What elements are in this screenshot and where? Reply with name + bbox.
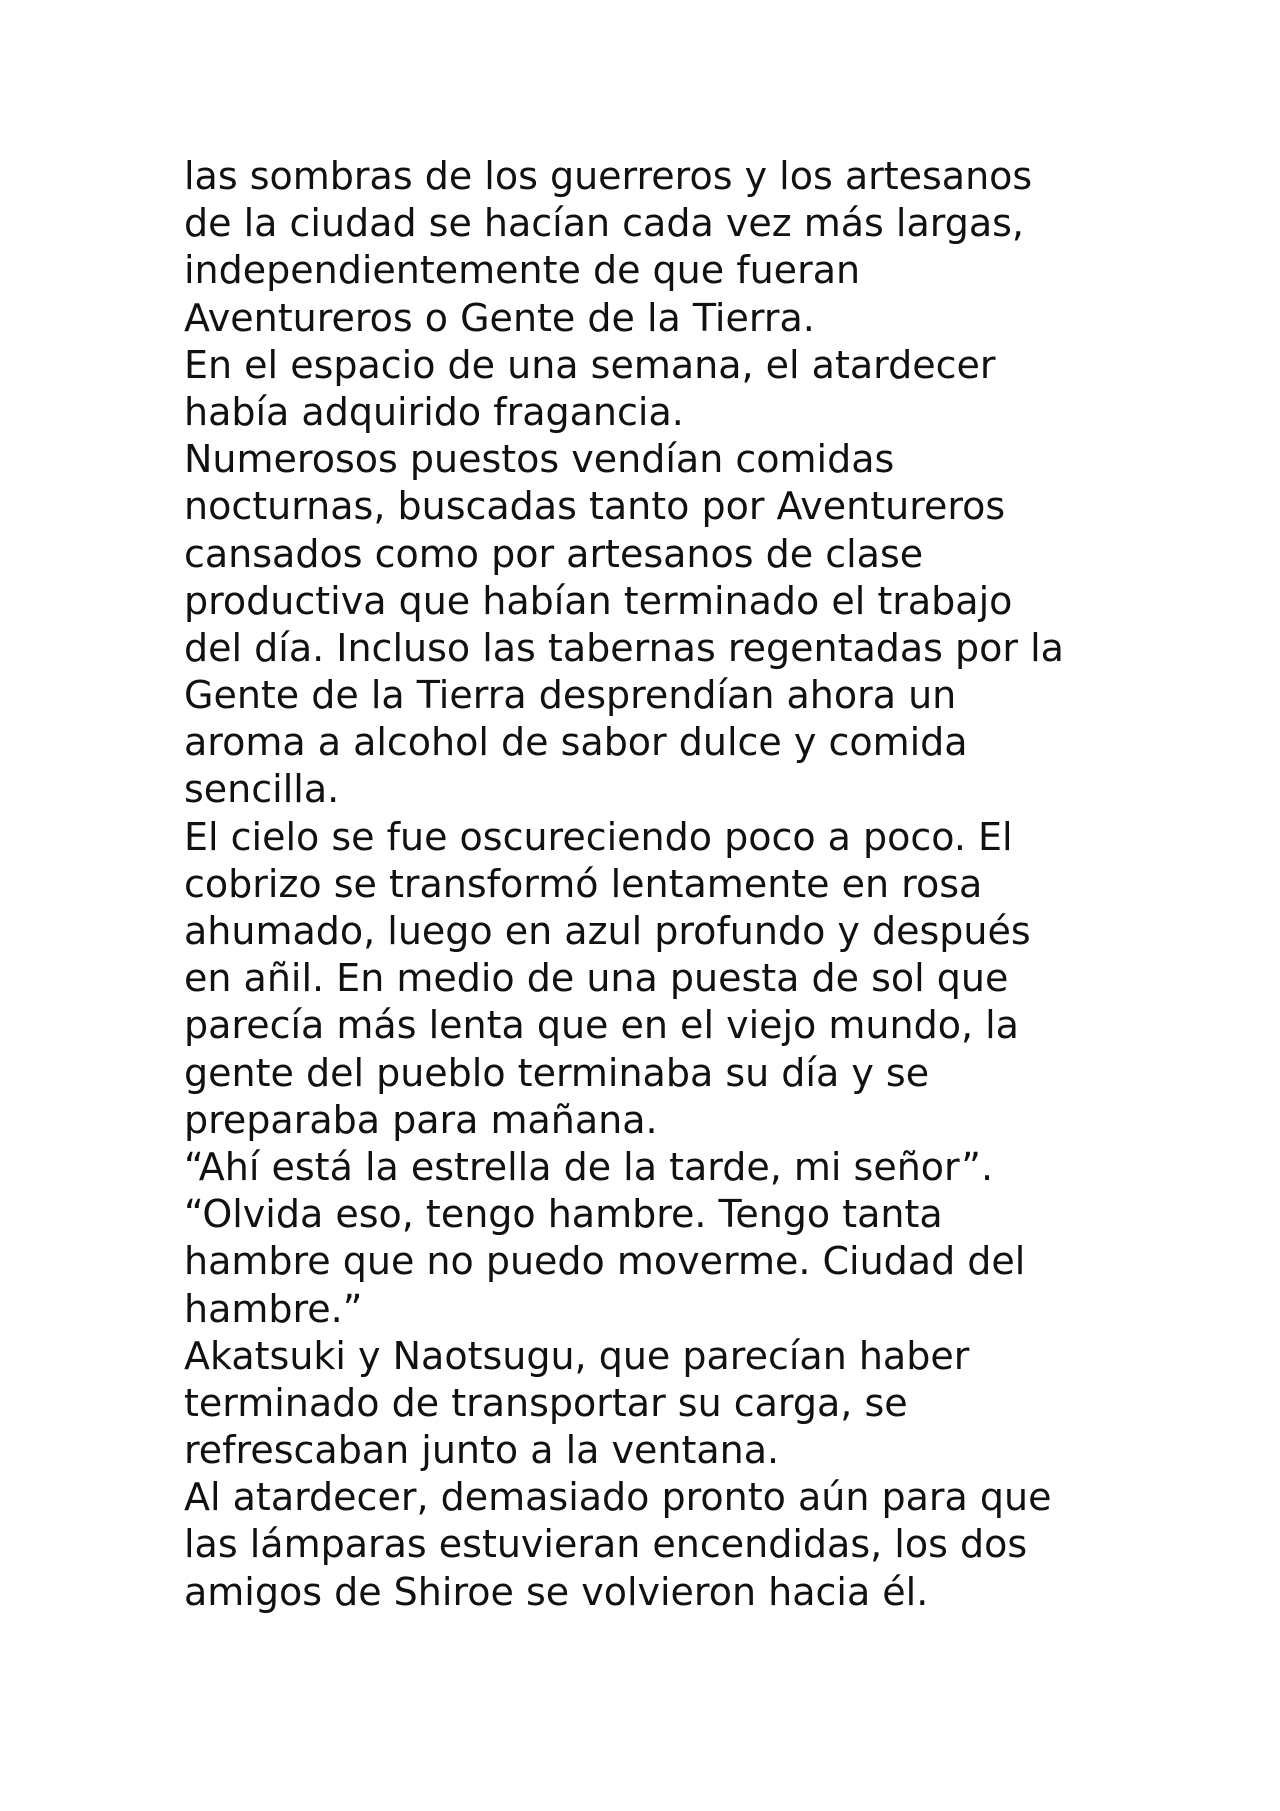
body-text — [184, 153, 1144, 1616]
text-line: sencilla. — [184, 767, 340, 812]
text-line: terminado de transportar su carga, se — [184, 1380, 908, 1425]
text-line: parecía más lenta que en el viejo mundo, la — [184, 1003, 1019, 1048]
text-line: preparaba para mañana. — [184, 1097, 658, 1142]
text-line: hambre.” — [184, 1286, 363, 1331]
text-line: de la ciudad se hacían cada vez más largas, — [184, 201, 1024, 246]
text-line: Aventureros o Gente de la Tierra. — [184, 295, 815, 340]
text-line: hambre que no puedo moverme. Ciudad del — [184, 1239, 1026, 1284]
text-line: Akatsuki y Naotsugu, que parecían haber — [184, 1333, 970, 1378]
text-line: refrescaban junto a la ventana. — [184, 1428, 780, 1473]
text-line: las sombras de los guerreros y los artesanos — [184, 154, 1033, 198]
text-line: cobrizo se transformó lentamente en rosa — [184, 861, 983, 906]
text-line: independientemente de que fueran — [184, 248, 861, 293]
text-line: Gente de la Tierra desprendían ahora un — [184, 673, 957, 718]
text-line: Al atardecer, demasiado pronto aún para que — [184, 1475, 1052, 1520]
text-line: había adquirido fragancia. — [184, 389, 684, 434]
text-line: ahumado, luego en azul profundo y después — [184, 909, 1031, 953]
text-line: aroma a alcohol de sabor dulce y comida — [184, 720, 968, 765]
text-line: amigos de Shiroe se volvieron hacia él. — [184, 1569, 929, 1614]
text-line: en añil. En medio de una puesta de sol que — [184, 956, 1009, 1001]
text-line: El cielo se fue oscureciendo poco a poco. El — [184, 814, 1013, 859]
text-line: las lámparas estuvieran encendidas, los dos — [184, 1522, 1028, 1567]
text-line: del día. Incluso las tabernas regentadas por la — [184, 625, 1064, 670]
text-line: gente del pueblo terminaba su día y se — [184, 1050, 930, 1095]
text-line: cansados como por artesanos de clase — [184, 531, 924, 576]
text-line: “Olvida eso, tengo hambre. Tengo tanta — [184, 1192, 943, 1237]
text-line: nocturnas, buscadas tanto por Aventureros — [184, 484, 1006, 529]
text-line: “Ahí está la estrella de la tarde, mi señor”. — [184, 1144, 994, 1189]
text-line: productiva que habían terminado el trabajo — [184, 578, 1013, 623]
text-line: En el espacio de una semana, el atardecer — [184, 342, 996, 387]
text-line: Numerosos puestos vendían comidas — [184, 437, 895, 482]
